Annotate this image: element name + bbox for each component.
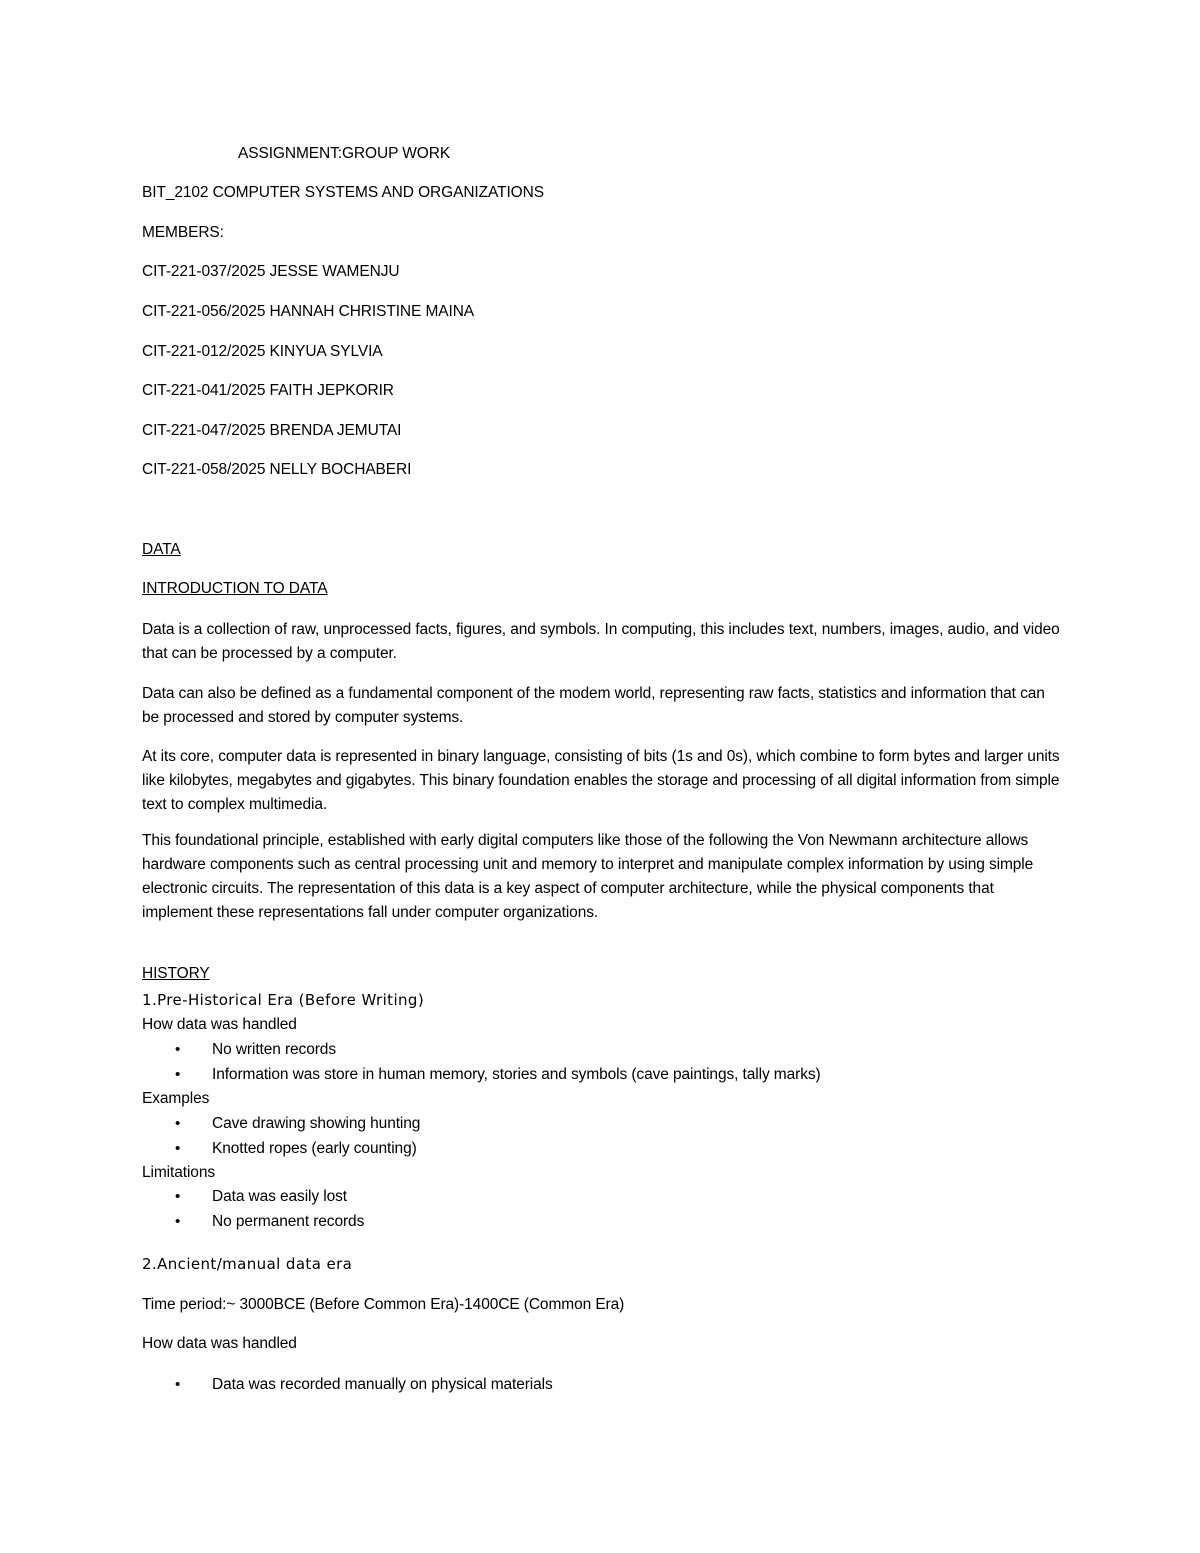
members-label: MEMBERS: (142, 224, 224, 241)
intro-paragraph: This foundational principle, established with early digital computers like those of the following the Von Newmann architecture allows hardware components such as central processing unit and memory to interpret and manipulate complex information by using simple electronic circuits. The representation of this data is a key aspect of computer architecture, while the physical components that implement these representations fall under computer organizations. (142, 832, 1034, 921)
list-item: • No permanent records (212, 1212, 364, 1232)
member-entry: CIT-221-056/2025 HANNAH CHRISTINE MAINA (142, 303, 475, 320)
list-item: • Data was easily lost (212, 1187, 347, 1207)
list-item: • No written records (212, 1040, 336, 1060)
data-heading: DATA (142, 541, 181, 558)
list-item: • Knotted ropes (early counting) (212, 1139, 417, 1159)
list-item: • Cave drawing showing hunting (212, 1114, 420, 1134)
intro-paragraph: At its core, computer data is represented in binary language, consisting of bits (1s and 0s), which combine to form bytes and larger units like kilobytes, megabytes and gigabytes. This binary foundation enables the storage and processing of all digital information from simple text to complex multimedia. (142, 748, 1060, 813)
course-title: BIT_2102 COMPUTER SYSTEMS AND ORGANIZATIONS (142, 184, 544, 201)
member-entry: CIT-221-047/2025 BRENDA JEMUTAI (142, 422, 402, 439)
list-item: • Information was store in human memory, stories and symbols (cave paintings, tally marks) (212, 1065, 821, 1085)
era1-handled-label: How data was handled (142, 1016, 297, 1033)
member-entry: CIT-221-012/2025 KINYUA SYLVIA (142, 343, 383, 360)
era2-time-period: Time period:~ 3000BCE (Before Common Era)-1400CE (Common Era) (142, 1296, 625, 1313)
era1-limitations-label: Limitations (142, 1164, 215, 1181)
member-entry: CIT-221-037/2025 JESSE WAMENJU (142, 263, 400, 280)
intro-paragraph: Data is a collection of raw, unprocessed facts, figures, and symbols. In computing, this includes text, numbers, images, audio, and video that can be processed by a computer. (142, 621, 1060, 662)
list-item: • Data was recorded manually on physical materials (212, 1375, 553, 1395)
era2-title: 2.Ancient/manual data era (142, 1255, 353, 1273)
era1-examples-label: Examples (142, 1090, 210, 1107)
assignment-title: ASSIGNMENT:GROUP WORK (238, 145, 451, 162)
era2-handled-label: How data was handled (142, 1335, 297, 1352)
era1-title: 1.Pre-Historical Era (Before Writing) (142, 991, 425, 1009)
intro-heading: INTRODUCTION TO DATA (142, 580, 328, 597)
member-entry: CIT-221-058/2025 NELLY BOCHABERI (142, 461, 412, 478)
intro-paragraph: Data can also be defined as a fundamental component of the modem world, representing raw facts, statistics and information that can be processed and stored by computer systems. (142, 685, 1045, 726)
member-entry: CIT-221-041/2025 FAITH JEPKORIR (142, 382, 394, 399)
history-heading: HISTORY (142, 965, 210, 982)
